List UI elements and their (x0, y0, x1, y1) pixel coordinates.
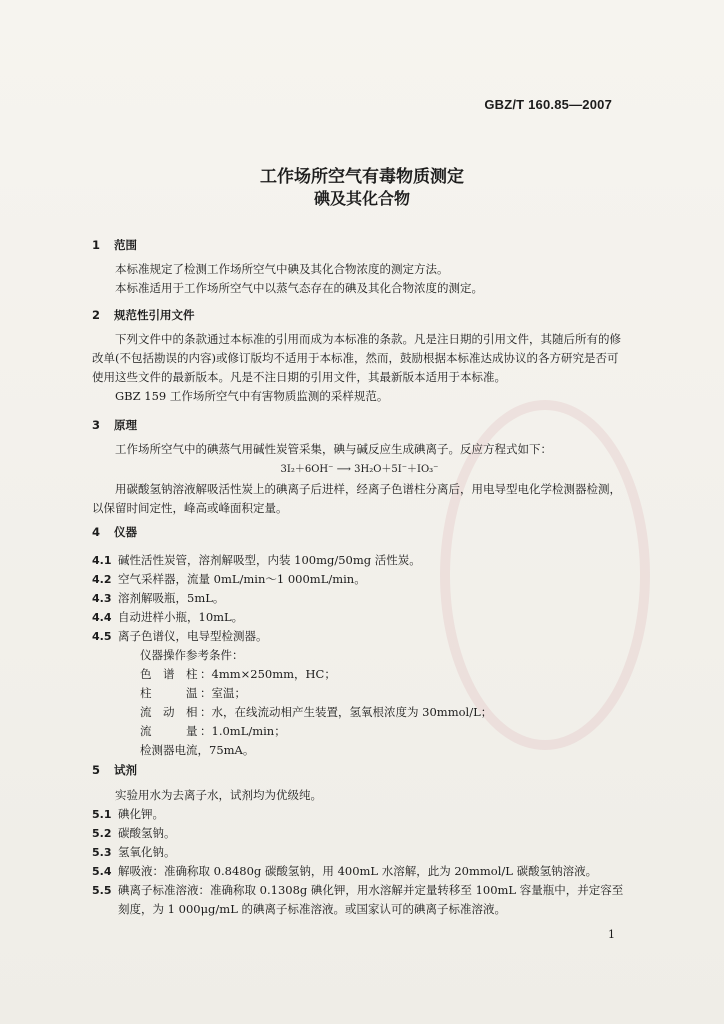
section-principle (92, 416, 627, 518)
detector-current: 检测器电流，75mA。 (140, 743, 255, 757)
paragraph: 下列文件中的条款通过本标准的引用而成为本标准的条款。凡是注日期的引用文件，其随后所有的修改单(不包括勘误的内容)或修订版均不适用于本标准，然而，鼓励根据本标准达成协议的各方研究是否可使用这些文件的最新版本。凡是不注日期的引用文件，其最新版本适用于本标准。 (92, 332, 621, 384)
section-reagents (92, 761, 627, 919)
paragraph: 本标准适用于工作场所空气中以蒸气态存在的碘及其化合物浓度的测定。 (115, 281, 483, 295)
section-references (92, 306, 627, 406)
paragraph: 用碳酸氢钠溶液解吸活性炭上的碘离子后进样，经离子色谱柱分离后，用电导型电化学检测器检测，以保留时间定性，峰高或峰面积定量。 (92, 482, 621, 515)
list-item: 5.5 碘离子标准溶液：准确称取 0.1308g 碘化钾，用水溶解并定量转移至 100mL 容量瓶中，并定容至刻度，为 1 000μg/mL 的碘离子标准溶液。或国家认可的碘离子标准溶液。 (92, 883, 624, 916)
paragraph: 本标准规定了检测工作场所空气中碘及其化合物浓度的测定方法。 (115, 262, 449, 276)
page-number: 1 (608, 928, 615, 941)
standard-code: GBZ/T 160.85—2007 (484, 97, 612, 112)
condition-row: 色 谱 柱 ：4mm×250mm，HC； (140, 667, 336, 681)
list-item: 5.2 碳酸氢钠。 (92, 826, 176, 840)
list-item: 5.3 氢氧化钠。 (92, 845, 176, 859)
list-item: 4.5 离子色谱仪，电导型检测器。 (92, 629, 268, 643)
paragraph: 实验用水为去离子水，试剂均为优级纯。 (115, 788, 322, 802)
section-heading: 2 规范性引用文件 (92, 308, 195, 322)
section-heading: 4 仪器 (92, 525, 137, 539)
list-item: 4.1 碱性活性炭管，溶剂解吸型，内装 100mg/50mg 活性炭。 (92, 553, 421, 567)
paragraph: GBZ 159 工作场所空气中有害物质监测的采样规范。 (115, 389, 389, 403)
section-heading: 1 范围 (92, 238, 137, 252)
section-heading: 5 试剂 (92, 763, 137, 777)
list-item: 5.4 解吸液：准确称取 0.8480g 碳酸氢钠，用 400mL 水溶解，此为 20mmol/L 碳酸氢钠溶液。 (92, 864, 598, 878)
section-apparatus (92, 523, 627, 760)
list-item: 4.3 溶剂解吸瓶，5mL。 (92, 591, 225, 605)
list-item: 5.1 碘化钾。 (92, 807, 164, 821)
paragraph: 工作场所空气中的碘蒸气用碱性炭管采集，碘与碱反应生成碘离子。反应方程式如下： (115, 442, 552, 456)
list-item: 4.4 自动进样小瓶，10mL。 (92, 610, 244, 624)
document-subtitle: 碘及其化合物 (313, 189, 410, 208)
section-heading: 3 原理 (92, 418, 137, 432)
condition-row: 流 动 相 ：水，在线流动相产生装置，氢氧根浓度为 30mmol/L； (140, 705, 493, 719)
section-scope (92, 236, 627, 298)
list-item: 4.2 空气采样器，流量 0mL/min～1 000mL/min。 (92, 572, 366, 586)
reaction-equation: 3I₂＋6OH⁻ ⟶ 3H₂O＋5I⁻＋IO₃⁻ (280, 464, 439, 475)
condition-row: 柱 温 ：室温； (140, 686, 246, 700)
condition-row: 流 量 ：1.0mL/min； (140, 724, 286, 738)
document-title: 工作场所空气有毒物质测定 (260, 167, 464, 187)
conditions-title: 仪器操作参考条件： (140, 648, 244, 662)
